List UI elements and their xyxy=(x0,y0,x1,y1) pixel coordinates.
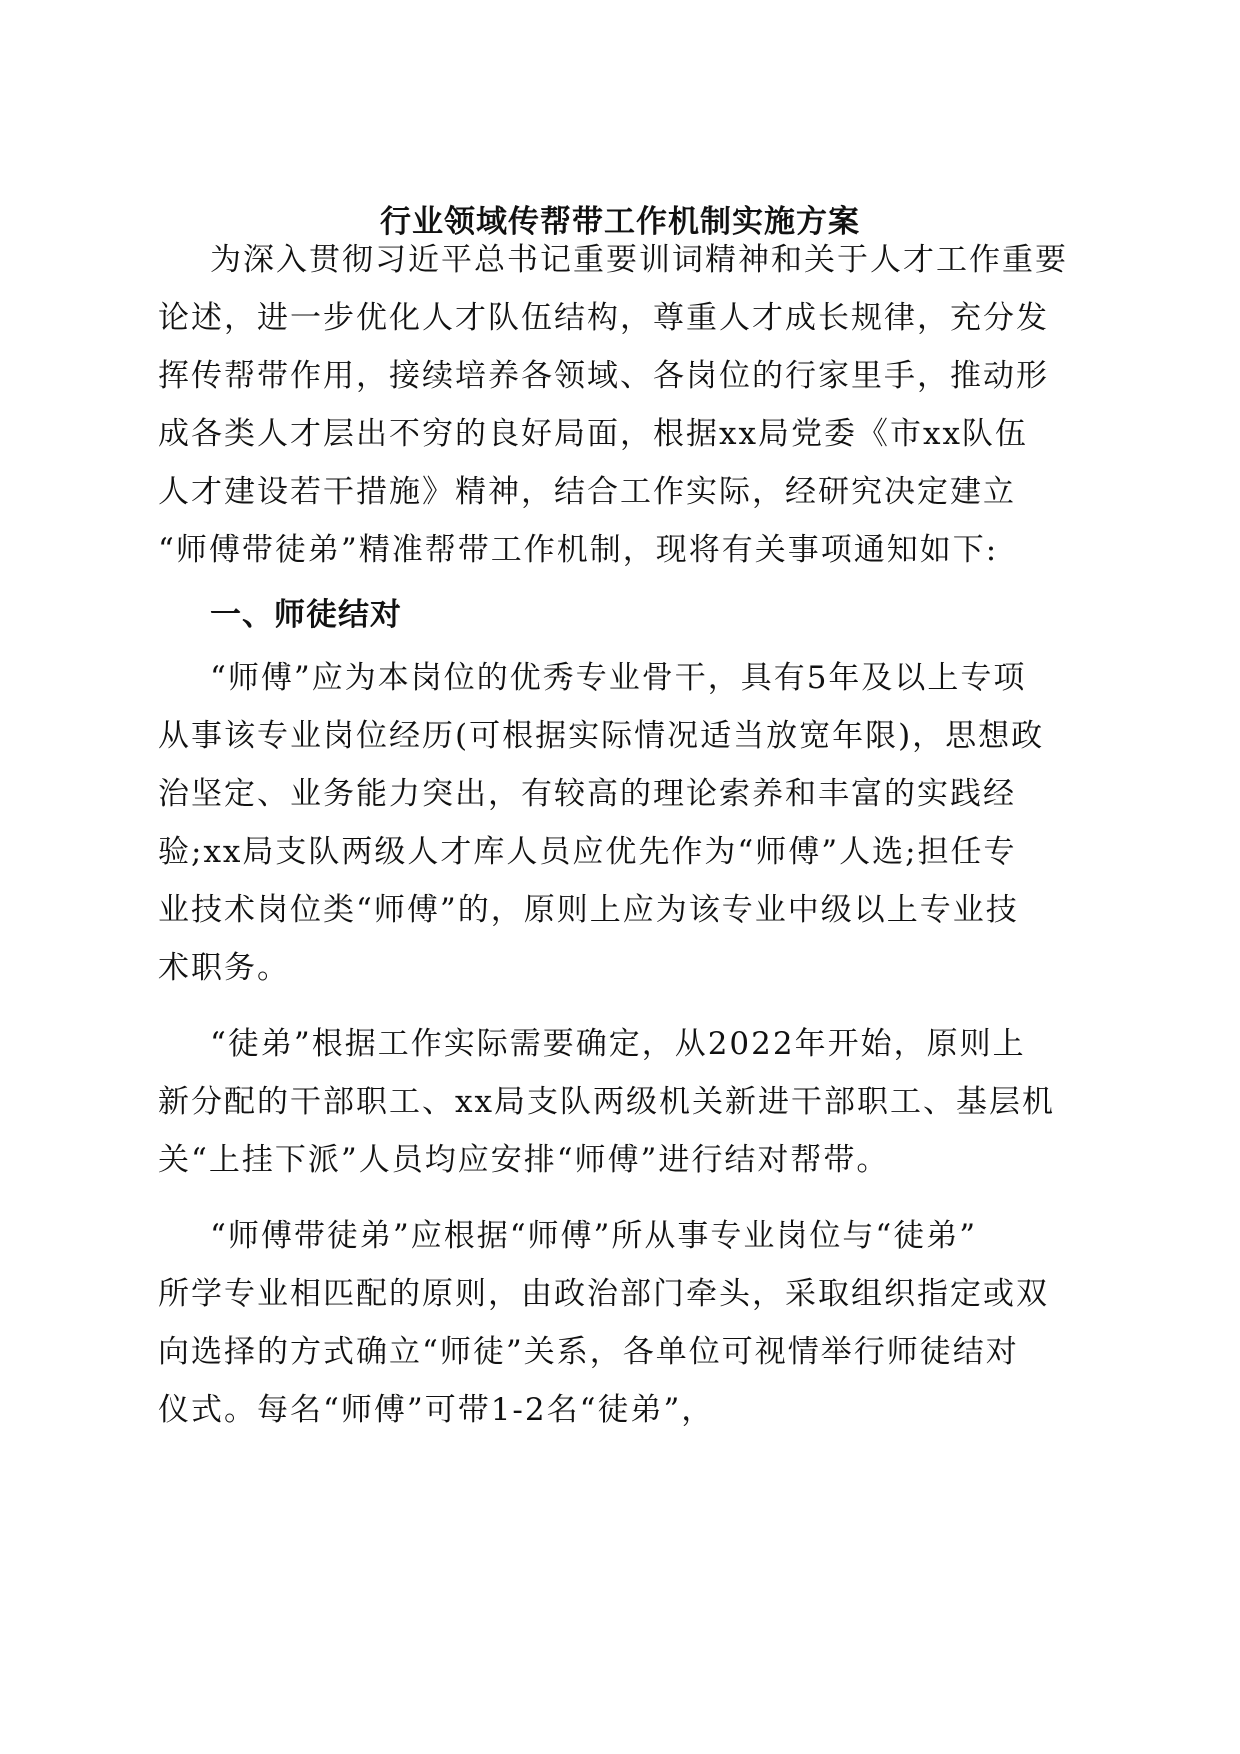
paragraph-line: “师傅”应为本岗位的优秀专业骨干，具有5年及以上专项 xyxy=(210,660,1027,696)
paragraph-line: 验;xx局支队两级人才库人员应优先作为“师傅”人选;担任专 xyxy=(158,834,1017,870)
paragraph-line: “徒弟”根据工作实际需要确定，从2022年开始，原则上 xyxy=(210,1026,1026,1062)
paragraph-line: 治坚定、业务能力突出，有较高的理论索养和丰富的实践经 xyxy=(158,776,1016,812)
paragraph-line: 仪式。每名“师傅”可带1-2名“徒弟”， xyxy=(158,1392,715,1428)
document-title: 行业领域传帮带工作机制实施方案 xyxy=(380,204,860,240)
intro-line: 为深入贯彻习近平总书记重要训词精神和关于人才工作重要 xyxy=(210,242,1068,278)
section-heading: 一、师徒结对 xyxy=(210,597,402,633)
intro-line: 论述，进一步优化人才队伍结构，尊重人才成长规律，充分发 xyxy=(158,300,1049,336)
paragraph-line: 向选择的方式确立“师徒”关系，各单位可视情举行师徒结对 xyxy=(158,1334,1019,1370)
intro-line: “师傅带徒弟”精准帮带工作机制，现将有关事项通知如下: xyxy=(158,532,999,568)
intro-line: 挥传帮带作用，接续培养各领域、各岗位的行家里手，推动形 xyxy=(158,358,1049,394)
intro-line: 成各类人才层出不穷的良好局面，根据xx局党委《市xx队伍 xyxy=(158,416,1028,452)
paragraph-line: 术职务。 xyxy=(158,950,290,986)
paragraph-line: 从事该专业岗位经历(可根据实际情况适当放宽年限)，思想政 xyxy=(158,718,1045,754)
intro-line: 人才建设若干措施》精神，结合工作实际，经研究决定建立 xyxy=(158,474,1016,510)
paragraph-line: 新分配的干部职工、xx局支队两级机关新进干部职工、基层机 xyxy=(158,1084,1055,1120)
paragraph-line: 关“上挂下派”人员均应安排“师傅”进行结对帮带。 xyxy=(158,1142,890,1178)
paragraph-line: 业技术岗位类“师傅”的，原则上应为该专业中级以上专业技 xyxy=(158,892,1019,928)
paragraph-line: 所学专业相匹配的原则，由政治部门牵头，采取组织指定或双 xyxy=(158,1276,1049,1312)
paragraph-line: “师傅带徒弟”应根据“师傅”所从事专业岗位与“徒弟” xyxy=(210,1218,978,1254)
